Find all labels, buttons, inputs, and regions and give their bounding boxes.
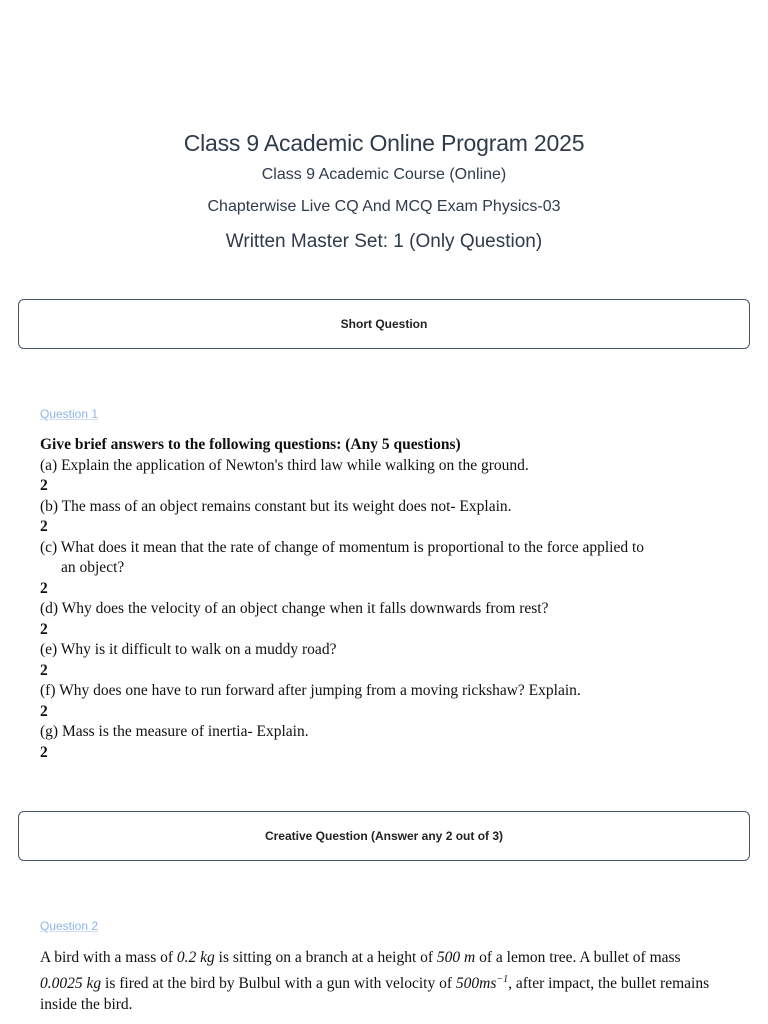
section-short-question (18, 299, 750, 349)
question-2-body (40, 947, 720, 1016)
question-item-f: (f) Why does one have to run forward after jumping from a moving rickshaw? Explain. (40, 682, 581, 699)
question-item-text: (c) What does it mean that the rate of change of momentum is proportional to the force applied to (40, 538, 645, 556)
question-item-text-cont: an object? (61, 559, 125, 576)
marks: 2 (40, 579, 48, 597)
section-creative-question (18, 811, 750, 861)
question-item-b: (b) The mass of an object remains constant but its weight does not- Explain. (40, 497, 512, 515)
question-item-g: (g) Mass is the measure of inertia- Explain. (40, 723, 309, 740)
marks: 2 (40, 702, 48, 720)
section-title: Creative Question (Answer any 2 out of 3) (264, 829, 504, 843)
marks: 2 (40, 620, 48, 638)
q2-text: is sitting on a branch at a height of (214, 949, 437, 966)
question-item-a: (a) Explain the application of Newton's third law while walking on the ground. (40, 456, 529, 474)
question-item-d: (d) Why does the velocity of an object change when it falls downwards from rest? (40, 600, 549, 617)
question-item-c (40, 538, 720, 579)
q2-text: is fired at the bird by Bulbul with a gun with velocity of (101, 974, 456, 992)
q2-text: of a lemon tree. A bullet of mass (475, 949, 681, 966)
q2-exponent: −1 (496, 973, 509, 985)
marks: 2 (40, 477, 48, 494)
q2-text: A bird with a mass of (40, 949, 177, 966)
q2-math: 500ms (455, 974, 497, 992)
question-1-link[interactable]: Question 1 (40, 407, 99, 421)
question-heading: Give brief answers to the following questions: (Any 5 questions) (40, 436, 461, 453)
program-title: Class 9 Academic Online Program 2025 (183, 130, 585, 156)
course-name: Class 9 Academic Course (Online) (261, 166, 507, 183)
q2-math: 0.2 kg (176, 949, 215, 966)
q2-math: 0.0025 kg (40, 974, 102, 992)
q2-text: , after impact, the bullet remains inside the bird. (40, 974, 710, 1014)
question-2-link[interactable]: Question 2 (40, 919, 99, 933)
marks: 2 (40, 518, 48, 535)
question-1-body (40, 435, 720, 763)
q2-math: 500 m (436, 949, 476, 966)
section-title: Short Question (340, 317, 428, 331)
marks: 2 (40, 661, 48, 679)
question-item-e: (e) Why is it difficult to walk on a muddy road? (40, 641, 337, 658)
exam-name: Chapterwise Live CQ And MCQ Exam Physics-03 (207, 198, 561, 215)
set-name: Written Master Set: 1 (Only Question) (225, 231, 543, 252)
marks: 2 (40, 743, 48, 761)
